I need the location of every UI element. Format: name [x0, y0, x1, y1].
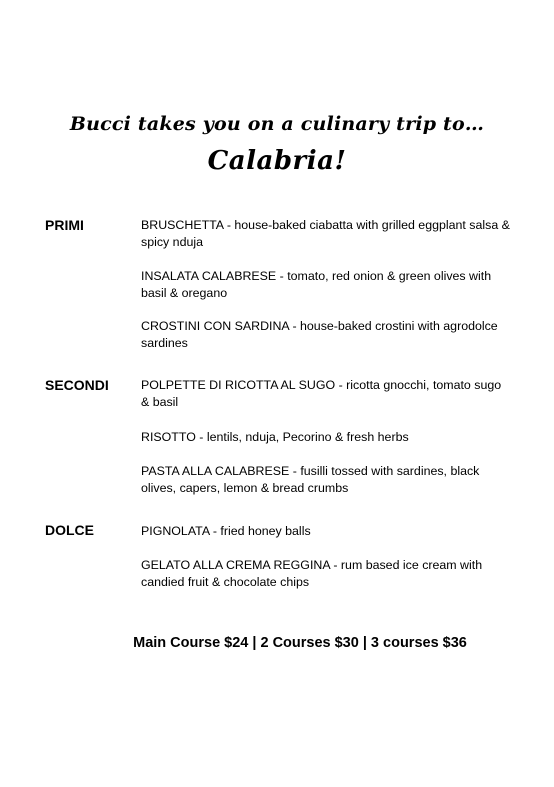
menu-item-pignolata: PIGNOLATA - fried honey balls	[141, 524, 311, 538]
menu-item-polpette-di-ricotta: POLPETTE DI RICOTTA AL SUGO - ricotta gnocchi, tomato sugo & basil	[141, 378, 502, 409]
section-label-dolce: DOLCE	[45, 522, 94, 538]
pricing-line: Main Course $24 | 2 Courses $30 | 3 courses $36	[133, 635, 467, 651]
menu-item-gelato-alla-crema-reggina: GELATO ALLA CREMA REGGINA - rum based ice cream with candied fruit & chocolate chips	[141, 558, 483, 589]
menu-item-crostini-con-sardina: CROSTINI CON SARDINA - house-baked crostini with agrodolce sardines	[141, 319, 498, 350]
menu-item-risotto: RISOTTO - lentils, nduja, Pecorino & fresh herbs	[141, 430, 409, 444]
section-label-primi: PRIMI	[45, 217, 84, 233]
menu-item-bruschetta: BRUSCHETTA - house-baked ciabatta with grilled eggplant salsa & spicy nduja	[141, 218, 510, 249]
menu-item-insalata-calabrese: INSALATA CALABRESE - tomato, red onion & green olives with basil & oregano	[141, 269, 492, 300]
menu-item-pasta-alla-calabrese: PASTA ALLA CALABRESE - fusilli tossed with sardines, black olives, capers, lemon & bread crumbs	[141, 464, 480, 495]
menu-intro: Bucci takes you on a culinary trip to…	[69, 113, 485, 135]
section-label-secondi: SECONDI	[45, 377, 109, 393]
menu-headline: Calabria!	[207, 146, 347, 176]
